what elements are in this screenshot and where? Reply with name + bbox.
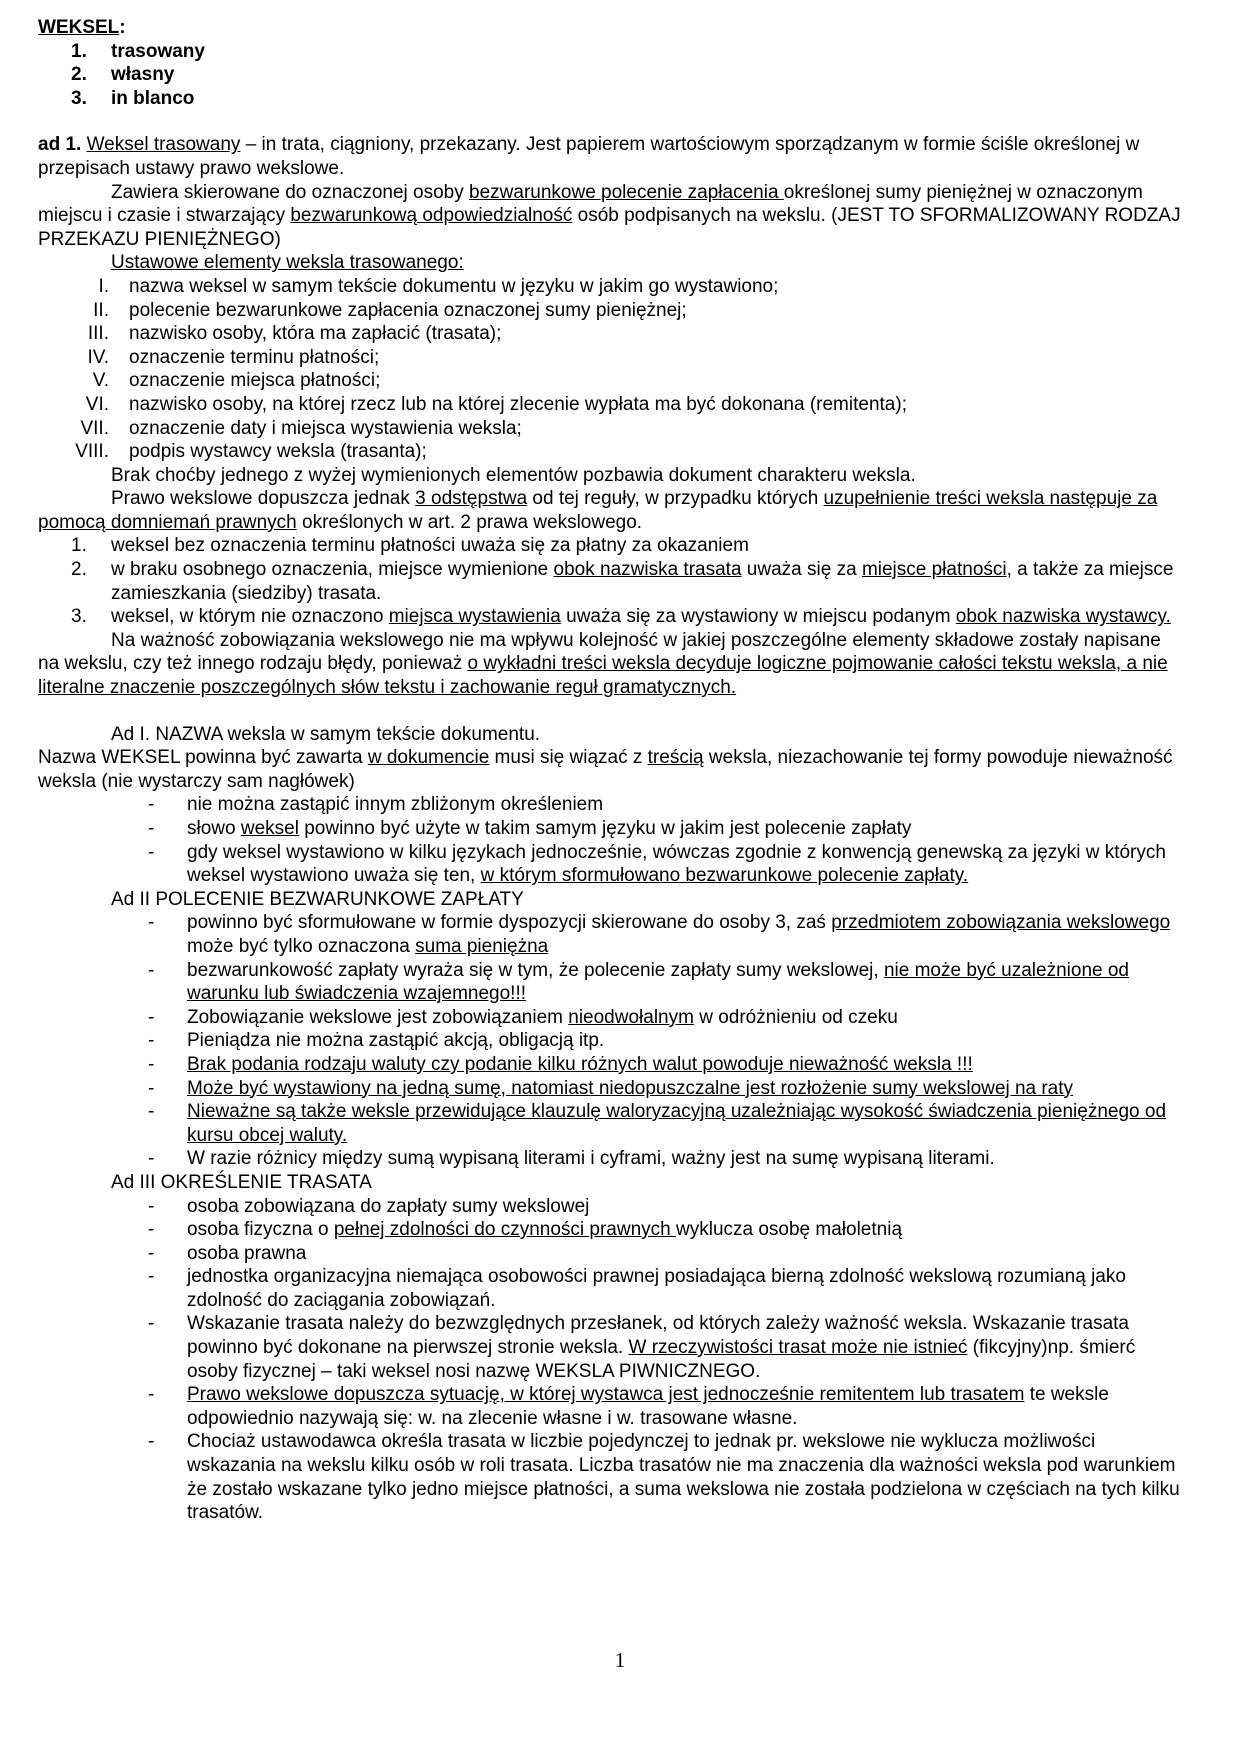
elements-list	[38, 275, 1183, 464]
exceptions-list	[38, 534, 1183, 628]
list-item: - Chociaż ustawodawca określa trasata w liczbie pojedynczej to jednak pr. wekslowe nie wyklucza możliwości wskazania na wekslu kilku osób w roli trasata. Liczba trasatów nie ma znaczenia dla ważności weksla pod warunkiem że zostało wskazane tylko jedno miejsce płatności, a suma wekslowa nie została podzielona w częściach na tych kilku trasatów.	[148, 1431, 1180, 1524]
exceptions-paragraph: Prawo wekslowe dopuszcza jednak 3 odstępstwa od tej reguły, w przypadku których uzupełnienie treści weksla następuje za pomocą domniemań prawnych określonych w art. 2 prawa wekslowego.	[38, 488, 1158, 533]
list-item: 1. trasowany	[71, 40, 205, 62]
list-item: - Pieniądza nie można zastąpić akcją, obligacją itp.	[148, 1030, 605, 1052]
elements-title: Ustawowe elementy weksla trasowanego:	[111, 252, 464, 274]
adIII-title: Ad III OKREŚLENIE TRASATA	[111, 1171, 372, 1193]
list-item: II. polecenie bezwarunkowe zapłacenia oznaczonej sumy pieniężnej;	[93, 299, 687, 321]
list-item: - osoba prawna	[148, 1242, 307, 1264]
document-page	[38, 16, 1183, 1525]
list-item: VII. oznaczenie daty i miejsca wystawienia weksla;	[80, 417, 522, 439]
list-item: V. oznaczenie miejsca płatności;	[92, 370, 381, 392]
page-number: 1	[614, 1648, 626, 1672]
list-item: - Zobowiązanie wekslowe jest zobowiązaniem nieodwołalnym w odróżnieniu od czeku	[148, 1006, 898, 1028]
list-item: 1. weksel bez oznaczenia terminu płatności uważa się za płatny za okazaniem	[71, 535, 749, 557]
list-item: - nie można zastąpić innym zbliżonym określeniem	[148, 794, 604, 816]
list-item: - W razie różnicy między sumą wypisaną literami i cyframi, ważny jest na sumę wypisaną literami.	[148, 1148, 995, 1170]
list-item: IV. oznaczenie terminu płatności;	[87, 346, 380, 368]
list-item: - jednostka organizacyjna niemająca osobowości prawnej posiadająca bierną zdolność wekslową rozumianą jako zdolność do zaciągania zobowiązań.	[148, 1266, 1126, 1311]
adII-title: Ad II POLECENIE BEZWARUNKOWE ZAPŁATY	[111, 888, 524, 910]
list-item: - Nieważne są także weksle przewidujące klauzulę waloryzacyjną uzależniając wysokość świadczenia pieniężnego od kursu obcej waluty.	[148, 1101, 1167, 1146]
missing-paragraph: Brak choćby jednego z wyżej wymienionych elementów pozbawia dokument charakteru weksla.	[111, 464, 916, 486]
adIII-list	[38, 1195, 1183, 1525]
list-item: 3. in blanco	[71, 87, 195, 109]
list-item: - gdy weksel wystawiono w kilku językach jednocześnie, wówczas zgodnie z konwencją genewską za języki w których weksel wystawiono uważa się ten, w którym sformułowano bezwarunkowe polecenie zapłaty.	[148, 841, 1166, 887]
list-item: 2. własny	[71, 64, 175, 86]
adI-paragraph: Nazwa WEKSEL powinna być zawarta w dokumencie musi się wiązać z treścią weksla, niezachowanie tej formy powoduje nieważność weksla (nie wystarczy sam nagłówek)	[38, 747, 1173, 792]
weksel-types-list	[38, 40, 1183, 111]
list-item: VI. nazwisko osoby, na której rzecz lub na której zlecenie wypłata ma być dokonana (remitenta);	[85, 393, 907, 415]
adI-title: Ad I. NAZWA weksla w samym tekście dokumentu.	[111, 723, 541, 745]
list-item: - Może być wystawiony na jedną sumę, natomiast niedopuszczalne jest rozłożenie sumy wekslowej na raty	[148, 1077, 1074, 1099]
adII-list	[38, 911, 1183, 1171]
ad1-paragraph: ad 1. Weksel trasowany – in trata, ciągniony, przekazany. Jest papierem wartościowym sporządzanym w formie ściśle określonej w przepisach ustawy prawo wekslowe.	[38, 134, 1140, 179]
list-item: - osoba zobowiązana do zapłaty sumy wekslowej	[148, 1195, 590, 1217]
list-item: - osoba fizyczna o pełnej zdolności do czynności prawnych wyklucza osobę małoletnią	[148, 1219, 903, 1241]
list-item: - powinno być sformułowane w formie dyspozycji skierowane do osoby 3, zaś przedmiotem zobowiązania wekslowego może być tylko oznaczona suma pieniężna	[148, 912, 1171, 957]
document-heading: WEKSEL:	[38, 17, 126, 38]
adI-list	[38, 793, 1183, 887]
list-item: - słowo weksel powinno być użyte w takim samym języku w jakim jest polecenie zapłaty	[148, 818, 912, 839]
list-item: 2. w braku osobnego oznaczenia, miejsce wymienione obok nazwiska trasata uważa się za miejsce płatności, a także za miejsce zamieszkania (siedziby) trasata.	[71, 559, 1174, 604]
validity-paragraph: Na ważność zobowiązania wekslowego nie ma wpływu kolejność w jakiej poszczególne elementy składowe zostały napisane na wekslu, czy też innego rodzaju błędy, ponieważ o wykładni treści weksla decyduje logiczne pojmowanie całości tekstu weksla, a nie literalne znaczenie poszczególnych słów tekstu i zachowanie reguł gramatycznych.	[38, 629, 1168, 699]
list-item: III. nazwisko osoby, która ma zapłacić (trasata);	[87, 323, 502, 345]
list-item: - Prawo wekslowe dopuszcza sytuację, w której wystawca jest jednocześnie remitentem lub trasatem te weksle odpowiednio nazywają się: w. na zlecenie własne i w. trasowane własne.	[148, 1384, 1109, 1429]
definition-paragraph: Zawiera skierowane do oznaczonej osoby bezwarunkowe polecenie zapłacenia określonej sumy pieniężnej w oznaczonym miejscu i czasie i stwarzający bezwarunkową odpowiedzialność osób podpisanych na wekslu. (JEST TO SFORMALIZOWANY RODZAJ PRZEKAZU PIENIĘŻNEGO)	[38, 181, 1181, 250]
list-item: 3. weksel, w którym nie oznaczono miejsca wystawienia uważa się za wystawiony w miejscu podanym obok nazwiska wystawcy.	[71, 606, 1171, 628]
list-item: I. nazwa weksel w samym tekście dokumentu w języku w jakim go wystawiono;	[98, 275, 779, 297]
list-item: - Brak podania rodzaju waluty czy podanie kilku różnych walut powoduje nieważność weksla !!!	[148, 1053, 973, 1075]
list-item: - Wskazanie trasata należy do bezwzględnych przesłanek, od których zależy ważność weksla. Wskazanie trasata powinno być dokonane na pierwszej stronie weksla. W rzeczywistości trasat może nie istnieć (fikcyjny)np. śmierć osoby fizycznej – taki weksel nosi nazwę WEKSLA PIWNICZNEGO.	[148, 1313, 1136, 1382]
list-item: VIII. podpis wystawcy weksla (trasanta);	[75, 441, 427, 463]
list-item: - bezwarunkowość zapłaty wyraża się w tym, że polecenie zapłaty sumy wekslowej, nie może być uzależnione od warunku lub świadczenia wzajemnego!!!	[148, 959, 1129, 1005]
